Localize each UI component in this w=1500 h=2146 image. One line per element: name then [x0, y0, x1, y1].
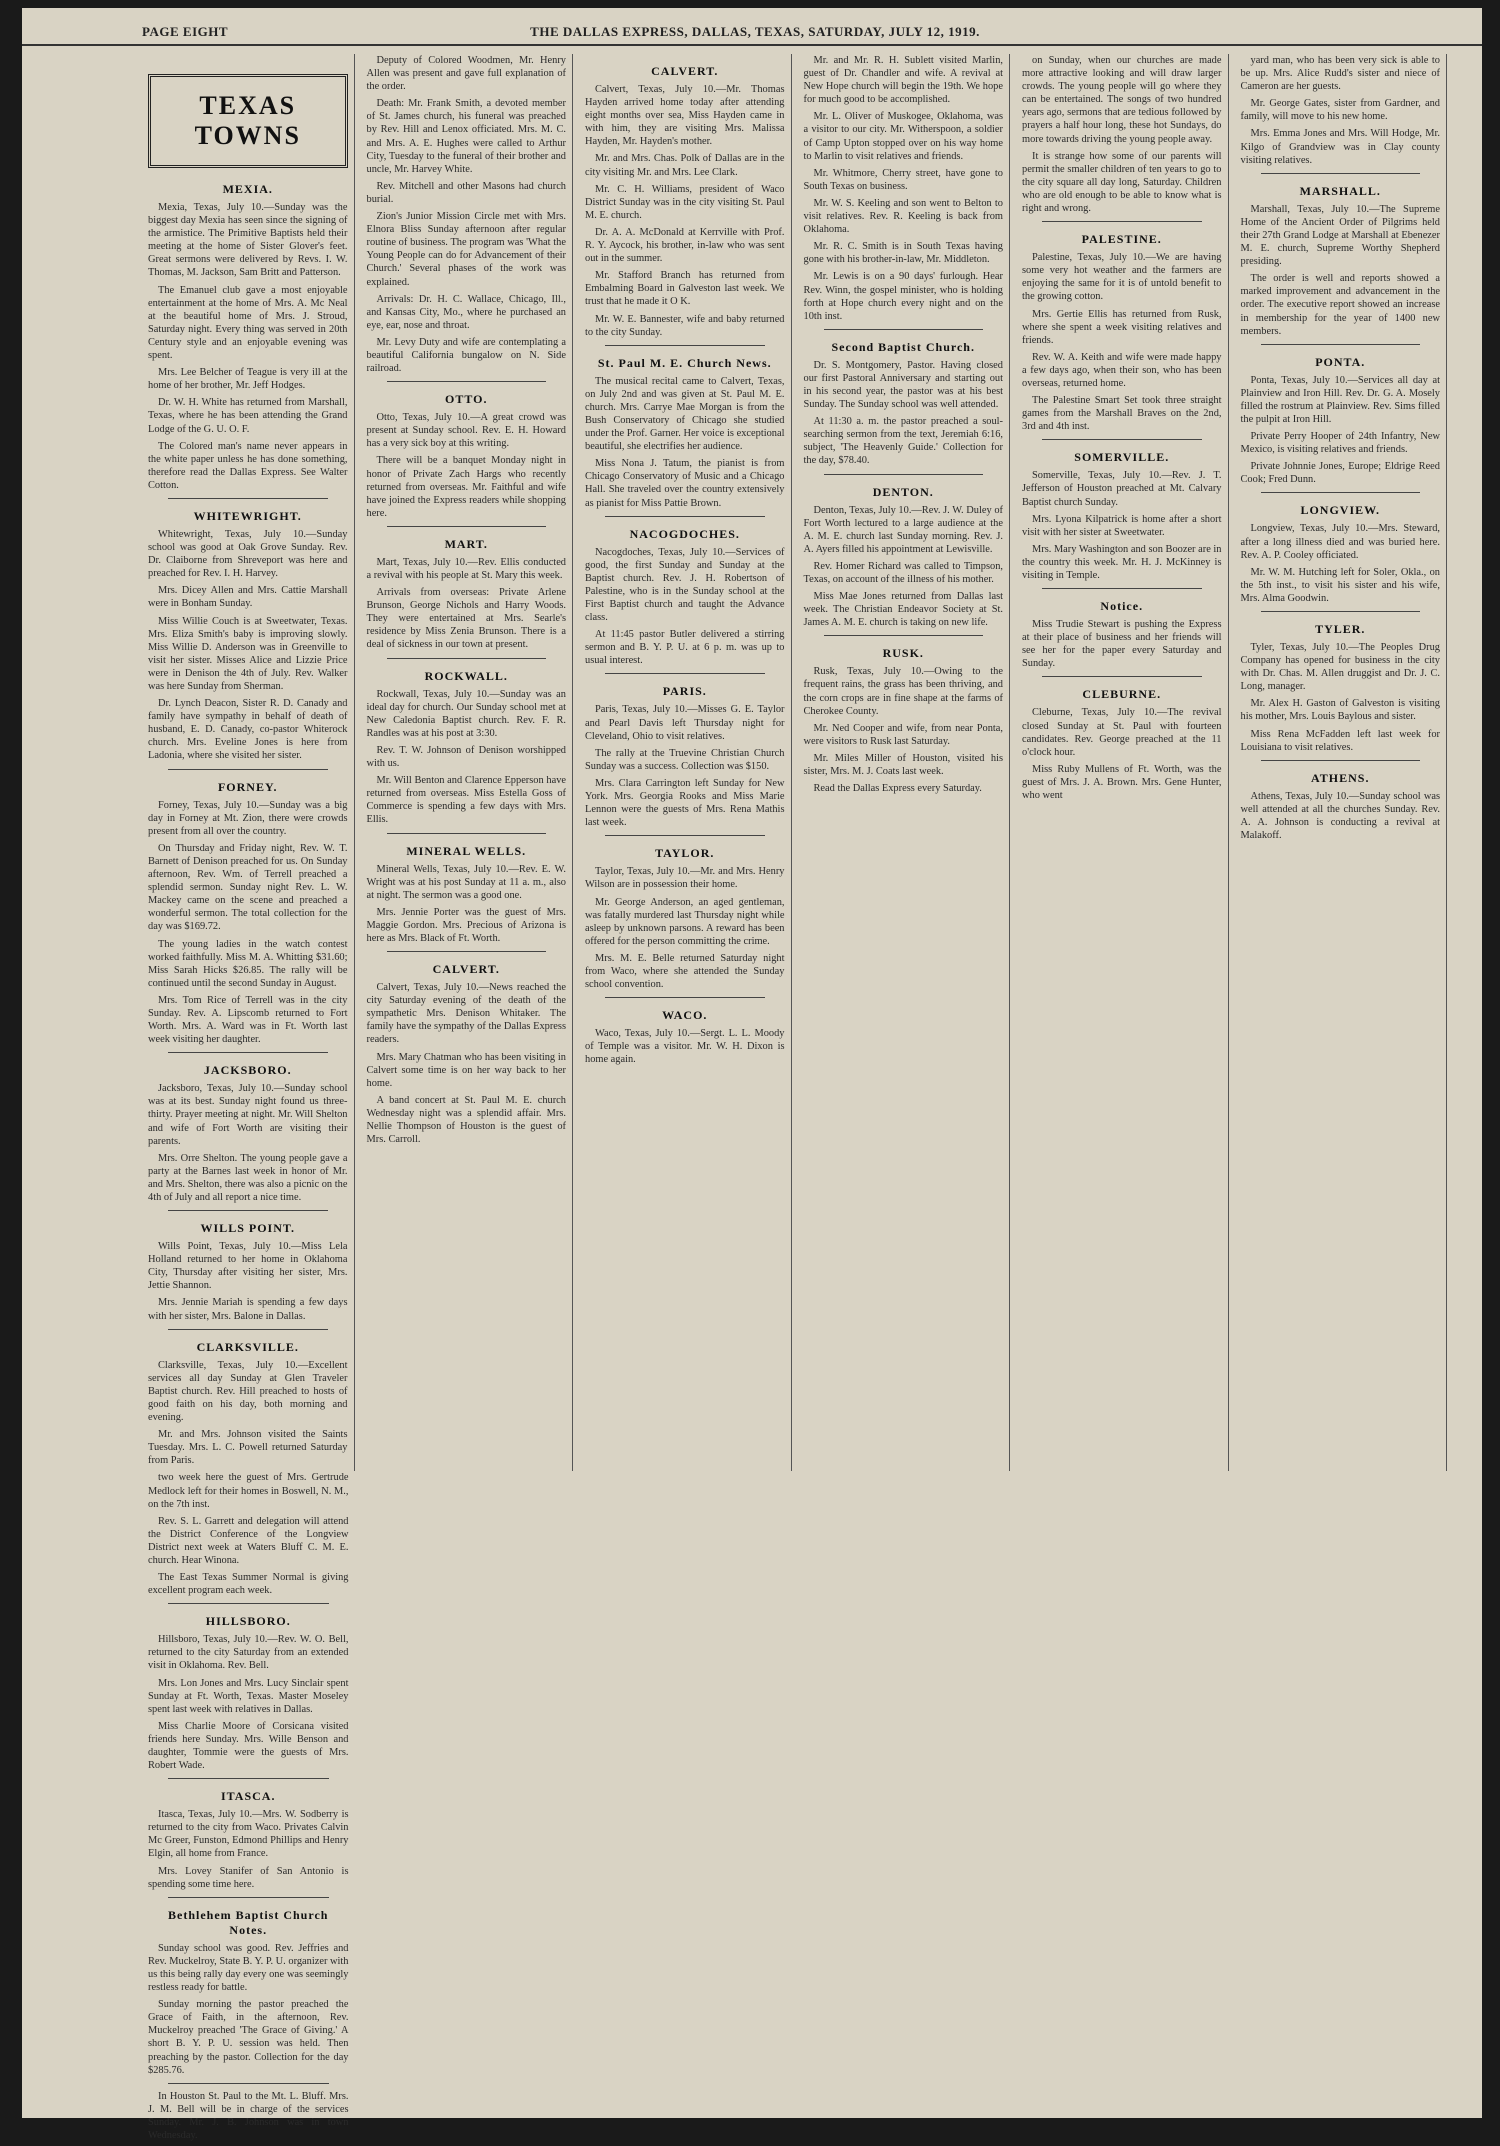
section-divider [824, 329, 984, 330]
article-paragraph: Mrs. Lovey Stanifer of San Antonio is spending some time here. [148, 1865, 349, 1890]
article-paragraph: Cleburne, Texas, July 10.—The revival closed Sunday at St. Paul with fourteen candidates. Rev. George preached at the 11 o'clock hour. [1022, 707, 1222, 758]
section-divider [168, 1052, 328, 1053]
article-paragraph: Rusk, Texas, July 10.—Owing to the frequent rains, the grass has been thriving, and the corn crops are in fine shape at the farms of Cherokee County. [803, 666, 1003, 717]
article-paragraph: Hillsboro, Texas, July 10.—Rev. W. O. Bell, returned to the city Saturday from an extended visit in Oklahoma. Rev. Bell. [148, 1634, 349, 1672]
article-paragraph: Mrs. Tom Rice of Terrell was in the city Sunday. Rev. A. Lipscomb returned to Fort Worth. Mrs. A. Ward was in Ft. Worth last week visiting her daughter. [148, 994, 348, 1046]
article-paragraph: Mr. and Mr. R. H. Sublett visited Marlin, guest of Dr. Chandler and wife. A revival at New Hope church will begin the 19th. We hope for much good to be accomplished. [803, 55, 1003, 106]
section-divider [605, 345, 765, 346]
article-paragraph: Mr. W. M. Hutching left for Soler, Okla., on the 5th inst., to visit his sister and his wife, Mrs. Alma Goodwin. [1240, 566, 1440, 604]
article-paragraph: Somerville, Texas, July 10.—Rev. J. T. Jefferson of Houston preached at Mt. Calvary Baptist church Sunday. [1022, 470, 1222, 508]
section-divider [1042, 439, 1202, 440]
article-paragraph: Mart, Texas, July 10.—Rev. Ellis conducted a revival with his people at St. Mary this week. [366, 556, 566, 581]
article-paragraph: Ponta, Texas, July 10.—Services all day at Plainview and Iron Hill. Rev. Dr. G. A. Mosely filled the rostrum at Plainview. Rev. Sims filled the pulpit at Iron Hill. [1240, 374, 1440, 425]
article-paragraph: Tyler, Texas, July 10.—The Peoples Drug Company has opened for business in the city with Dr. Chas. M. Allen druggist and Dr. J. C. Long, manager. [1240, 642, 1440, 693]
town-heading: ROCKWALL. [424, 668, 508, 683]
town-heading: ITASCA. [221, 1789, 276, 1804]
section-divider [168, 2083, 329, 2084]
section-divider [168, 1210, 328, 1211]
article-paragraph: Mrs. Orre Shelton. The young people gave a party at the Barnes last week in honor of Mr. and Mrs. Shelton, there was also a picnic on the 4th of July and all report a nice time. [148, 1152, 348, 1203]
article-paragraph: Wills Point, Texas, July 10.—Miss Lela Holland returned to her home in Oklahoma City, Thursday after visiting her sister, Mrs. Jettie Shannon. [148, 1241, 348, 1292]
town-heading: Second Baptist Church. [831, 339, 975, 354]
section-divider [605, 997, 765, 998]
section-divider [387, 381, 547, 382]
article-paragraph: Marshall, Texas, July 10.—The Supreme Home of the Ancient Order of Pilgrims held their 27th Grand Lodge at Marshall at Ebenezer M. E. church, Supreme Worthy Shepherd presiding. [1240, 203, 1440, 268]
town-heading: PARIS. [662, 684, 707, 699]
article-paragraph: Mr. and Mrs. Johnson visited the Saints Tuesday. Mrs. L. C. Powell returned Saturday from Paris. [148, 1429, 348, 1467]
article-paragraph: Mrs. Dicey Allen and Mrs. Cattie Marshall were in Bonham Sunday. [148, 585, 348, 610]
article-paragraph: yard man, who has been very sick is able to be up. Mrs. Alice Rudd's sister and niece of Cameron are her guests. [1240, 55, 1440, 93]
article-paragraph: Mr. R. C. Smith is in South Texas having gone with his brother-in-law, Mr. Middleton. [803, 241, 1003, 266]
section-divider [168, 1778, 329, 1779]
article-paragraph: Mr. George Gates, sister from Gardner, and family, will move to his new home. [1240, 98, 1440, 123]
section-divider [168, 498, 328, 499]
section-divider [1261, 611, 1421, 612]
section-divider [387, 526, 547, 527]
article-paragraph: Miss Mae Jones returned from Dallas last week. The Christian Endeavor Society at St. James A. M. E. church is taking on new life. [803, 591, 1003, 629]
article-paragraph: Mrs. Lyona Kilpatrick is home after a short visit with her sister at Sweetwater. [1022, 513, 1222, 538]
article-paragraph: Mr. Will Benton and Clarence Epperson have returned from overseas. Miss Estella Goss of Commerce is spending a few days with Mrs. Ellis. [366, 775, 566, 826]
article-paragraph: Mrs. Mary Chatman who has been visiting in Calvert some time is on her way back to her home. [366, 1051, 566, 1089]
section-divider [1042, 588, 1202, 589]
town-heading: DENTON. [872, 484, 934, 499]
section-divider [1042, 676, 1202, 677]
article-paragraph: Taylor, Texas, July 10.—Mr. and Mrs. Henry Wilson are in possession their home. [585, 866, 785, 891]
section-divider [168, 1897, 329, 1898]
article-paragraph: Mrs. Lee Belcher of Teague is very ill at the home of her brother, Mr. Jeff Hodges. [148, 367, 348, 392]
town-heading: LONGVIEW. [1300, 503, 1381, 518]
town-heading: Notice. [1100, 599, 1144, 614]
article-paragraph: Mrs. Mary Washington and son Boozer are in the country this week. Mr. H. J. McKinney is visiting in Temple. [1022, 543, 1222, 581]
article-paragraph: Mr. Levy Duty and wife are contemplating a beautiful California bungalow on N. Side railroad. [366, 336, 566, 375]
article-paragraph: Miss Rena McFadden left last week for Louisiana to visit relatives. [1240, 728, 1440, 753]
section-title-box: TEXAS TOWNS [148, 74, 348, 168]
article-paragraph: Clarksville, Texas, July 10.—Excellent services all day Sunday at Glen Traveler Baptist church. Rev. Hill preached to hosts of good faith on his day, both morning and evening. [148, 1359, 348, 1424]
article-paragraph: In Houston St. Paul to the Mt. L. Bluff. Mrs. J. M. Bell will be in charge of the services Sunday. Mr. J. B. Johnson was in town Wednesday. [148, 2090, 349, 2141]
article-paragraph: Mr. L. Oliver of Muskogee, Oklahoma, was a visitor to our city. Mr. Witherspoon, a soldier of Camp Upton stopped over on his way home to Marlin to visit relatives and friends. [803, 111, 1003, 162]
town-heading: SOMERVILLE. [1074, 450, 1170, 465]
column-3 [579, 54, 792, 1471]
article-paragraph: Miss Nona J. Tatum, the pianist is from Chicago Conservatory of Music and a Chicago Hall. She traveled over the country extensively as pianist for Miss Pattie Brown. [585, 458, 785, 509]
article-paragraph: Dr. A. A. McDonald at Kerrville with Prof. R. Y. Aycock, his brother, in-law who was sent out in the summer. [585, 226, 785, 265]
article-paragraph: Rockwall, Texas, July 10.—Sunday was an ideal day for church. Our Sunday school met at New Caledonia Baptist church. Rev. F. R. Randles was at his post at 3:30. [366, 688, 566, 739]
section-divider [168, 1603, 329, 1604]
section-divider [1042, 221, 1202, 222]
article-paragraph: Mineral Wells, Texas, July 10.—Rev. E. W. Wright was at his post Sunday at 11 a. m., also at night. The sermon was a good one. [366, 863, 566, 901]
article-paragraph: Mr. Alex H. Gaston of Galveston is visiting his mother, Mrs. Louis Baylous and sister. [1240, 698, 1440, 723]
column-7 [142, 1471, 355, 2146]
town-heading: TYLER. [1315, 622, 1366, 636]
section-divider [605, 673, 765, 674]
article-paragraph: Mrs. Gertie Ellis has returned from Rusk, where she spent a week visiting relatives and friends. [1022, 308, 1222, 346]
column-1 [142, 54, 355, 1471]
newspaper-page [22, 8, 1482, 2141]
article-paragraph: Rev. Mitchell and other Masons had church burial. [366, 180, 566, 205]
article-paragraph: Forney, Texas, July 10.—Sunday was a big day in Forney at Mt. Zion, there were crowds present from all over the country. [148, 799, 348, 837]
section-divider [1261, 760, 1421, 761]
town-heading: NACOGDOCHES. [629, 526, 740, 541]
article-paragraph: Arrivals from overseas: Private Arlene Brunson, George Nichols and Harry Woods. They were entertained at Mrs. Searle's residence by Miss Zenia Brunson. There is a deal of sickness in our town at present. [366, 587, 566, 651]
section-divider [1261, 173, 1421, 174]
article-paragraph: Mrs. Clara Carrington left Sunday for New York. Mrs. Georgia Rooks and Miss Marie Lennon were the guests of Mrs. Rena Mathis last week. [585, 777, 785, 829]
town-heading: MARSHALL. [1299, 183, 1381, 198]
article-paragraph: Mrs. Jennie Porter was the guest of Mrs. Maggie Gordon. Mrs. Precious of Arizona is here as Mrs. Black of Ft. Worth. [366, 906, 566, 944]
article-paragraph: Athens, Texas, July 10.—Sunday school was well attended at all the churches Sunday. Rev. A. A. Johnson is conducting a revival at Malakoff. [1240, 790, 1440, 842]
article-paragraph: On Thursday and Friday night, Rev. W. T. Barnett of Denison preached for us. On Sunday afternoon, Rev. Wm. of Terrell preached a splendid sermon. Sunday night Rev. L. W. Mackey came on the scene and preached a wonderful sermon. The total collection for the day was $169.72. [148, 842, 348, 933]
article-paragraph: Jacksboro, Texas, July 10.—Sunday school was at its best. Sunday night found us three-thirty. Prayer meeting at night. Mr. Will Shelton and wife of Fort Worth are visiting their parents. [148, 1083, 348, 1147]
masthead [22, 8, 1482, 46]
article-paragraph: Rev. S. L. Garrett and delegation will attend the District Conference of the Longview District next week at Waters Bluff C. M. E. church. Hear Winona. [148, 1515, 349, 1566]
article-paragraph: The East Texas Summer Normal is giving excellent program each week. [148, 1572, 349, 1597]
article-paragraph: Sunday school was good. Rev. Jeffries and Rev. Muckelroy, State B. Y. P. U. organizer with us this being rally day every one was seemingly restless ready for battle. [148, 1942, 349, 1994]
article-paragraph: Rev. W. A. Keith and wife were made happy a few days ago, when their son, who has been overseas, returned home. [1022, 351, 1222, 389]
town-heading: CLEBURNE. [1082, 687, 1162, 702]
section-divider [1261, 344, 1421, 345]
article-paragraph: Longview, Texas, July 10.—Mrs. Steward, after a long illness died and was buried here. Rev. A. P. Cooley officiated. [1240, 523, 1440, 561]
article-paragraph: Nacogdoches, Texas, July 10.—Services of good, the first Sunday and Sunday at the Baptist church. Rev. J. H. Robertson of Palestine, who is in the Sunday school at the First Baptist church and taught the Advance class. [585, 546, 785, 624]
article-paragraph: Mr. C. H. Williams, president of Waco District Sunday was in the city visiting St. Paul M. E. church. [585, 183, 785, 221]
section-divider [168, 1329, 328, 1330]
town-heading: MART. [444, 536, 488, 551]
town-heading: JACKSBORO. [203, 1063, 292, 1078]
town-heading: OTTO. [445, 392, 488, 407]
town-heading: MEXIA. [222, 182, 273, 196]
article-paragraph: Mr. and Mrs. Chas. Polk of Dallas are in the city visiting Mr. and Mrs. Lee Clark. [585, 153, 785, 178]
town-heading: CALVERT. [432, 962, 500, 977]
article-paragraph: Calvert, Texas, July 10.—News reached the city Saturday evening of the death of the sympathetic Mrs. Denison Whitaker. The family have the sympathy of the Dallas Express readers. [366, 982, 566, 1046]
town-heading: St. Paul M. E. Church News. [597, 355, 772, 370]
article-paragraph: Mrs. Emma Jones and Mrs. Will Hodge, Mr. Kilgo of Grandview was in Clay county visiting relatives. [1240, 128, 1440, 166]
town-heading: WHITEWRIGHT. [193, 508, 302, 523]
article-paragraph: on Sunday, when our churches are made more attractive looking and will draw larger crowds. The young people will go where they can be entertained. The songs of two hundred years ago, sermons that are tedious followed by prayers a half hour long, these hot Sundays, do more towards driving the young people away. [1022, 55, 1222, 145]
section-divider [605, 835, 765, 836]
article-paragraph: Miss Willie Couch is at Sweetwater, Texas. Mrs. Eliza Smith's baby is improving slowly. Miss Willie D. Anderson was in Greenville to visit her sister. Misses Alice and Lizzie Price were in Denison the 4th of July. Rev. Walker was here Sunday from Sherman. [148, 615, 348, 692]
article-paragraph: Mr. Miles Miller of Houston, visited his sister, Mrs. M. J. Coats last week. [803, 752, 1003, 778]
page-label: PAGE EIGHT [142, 24, 229, 39]
section-divider [824, 474, 984, 475]
town-heading: HILLSBORO. [205, 1614, 291, 1629]
section-divider [387, 951, 547, 952]
town-heading: PONTA. [1315, 354, 1366, 369]
article-paragraph: Arrivals: Dr. H. C. Wallace, Chicago, Ill., and Kansas City, Mo., where he purchased an eye, ear, nose and throat. [366, 293, 566, 331]
town-heading: TAYLOR. [655, 846, 715, 861]
article-paragraph: Otto, Texas, July 10.—A great crowd was present at Sunday school. Rev. E. H. Howard has a very sick boy at this writing. [366, 412, 566, 450]
town-heading: RUSK. [882, 646, 924, 661]
article-paragraph: two week here the guest of Mrs. Gertrude Medlock left for their homes in Boswell, N. M., on the 7th inst. [148, 1472, 349, 1510]
article-paragraph: At 11:45 pastor Butler delivered a stirring sermon and B. Y. P. U. at 6 p. m. was up to usual interest. [585, 629, 785, 667]
town-heading: PALESTINE. [1081, 232, 1162, 247]
article-paragraph: Mr. W. E. Bannester, wife and baby returned to the city Sunday. [585, 313, 785, 338]
section-divider [387, 658, 547, 659]
town-heading: CALVERT. [651, 64, 719, 78]
article-paragraph: Private Perry Hooper of 24th Infantry, New Mexico, is visiting relatives and friends. [1240, 431, 1440, 456]
article-paragraph: Miss Charlie Moore of Corsicana visited friends here Sunday. Mrs. Wille Benson and daughter, Tommie were the guests of Mrs. Robert Wade. [148, 1720, 349, 1772]
article-paragraph: Mr. Stafford Branch has returned from Embalming Board in Galveston last week. We trust that he made it O K. [585, 270, 785, 308]
town-heading: MINERAL WELLS. [406, 843, 527, 858]
article-paragraph: Zion's Junior Mission Circle met with Mrs. Elnora Bliss Sunday afternoon after regular routine of business. The program was 'What the Young People can do for Advancement of their Church.' Several phases of the work was explained. [366, 211, 566, 288]
article-paragraph: The Emanuel club gave a most enjoyable entertainment at the home of Mrs. A. Mc Neal at the beautiful home of Mrs. J. Stroud, Saturday night. Every thing was served in 20th Century style and an enjoyable evening was spent. [148, 284, 348, 362]
article-paragraph: Mr. George Anderson, an aged gentleman, was fatally murdered last Thursday night while asleep by unknown parsons. A reward has been offered for the person committing the crime. [585, 896, 785, 947]
article-paragraph: Mrs. M. E. Belle returned Saturday night from Waco, where she attended the Sunday school convention. [585, 952, 785, 991]
article-paragraph: Dr. Lynch Deacon, Sister R. D. Canady and family have sympathy in behalf of death of husband, E. D. Canady, co-pastor Whiterock church. Mrs. Eveline Jones is here from Ladonia, where she visited her sister. [148, 698, 348, 762]
columns-container [142, 54, 1447, 2141]
article-paragraph: Dr. W. H. White has returned from Marshall, Texas, where he has been attending the Grand Lodge of the G. U. O. F. [148, 397, 348, 435]
article-paragraph: Palestine, Texas, July 10.—We are having some very hot weather and the farmers are enjoying the same for it is of untold benefit to the growing cotton. [1022, 252, 1222, 303]
article-paragraph: There will be a banquet Monday night in honor of Private Zach Hargs who recently returned from overseas. Mr. Faithful and wife have joined the Express readers while shopping here. [366, 455, 566, 519]
town-heading: CLARKSVILLE. [196, 1339, 299, 1354]
article-paragraph: Itasca, Texas, July 10.—Mrs. W. Sodberry is returned to the city from Waco. Privates Calvin Mc Greer, Funston, Edmond Phillips and Henry Elgin, all home from France. [148, 1809, 349, 1860]
article-paragraph: Miss Trudie Stewart is pushing the Express at their place of business and her friends will see her for the paper every Saturday and Sunday. [1022, 619, 1222, 670]
article-paragraph: The Palestine Smart Set took three straight games from the Marshall Braves on the 2nd, 3rd and 4th inst. [1022, 395, 1222, 433]
article-paragraph: The order is well and reports showed a marked improvement and advancement in the order. The executive report showed an increase in membership for the year of 1400 new members. [1240, 273, 1440, 337]
article-paragraph: The musical recital came to Calvert, Texas, on July 2nd and was given at St. Paul M. E. church. Mrs. Carrye Mae Morgan is from the Bush Conservatory of Chicago she studied under the Prof. Garner. Her voice is exceptional beautiful, she electrifies her audience. [585, 375, 785, 453]
section-divider [824, 635, 984, 636]
article-paragraph: Paris, Texas, July 10.—Misses G. E. Taylor and Pearl Davis left Thursday night for Cleveland, Ohio to visit relatives. [585, 704, 785, 742]
article-paragraph: Mr. Ned Cooper and wife, from near Ponta, were visitors to Rusk last Saturday. [803, 722, 1003, 747]
paper-line: THE DALLAS EXPRESS, DALLAS, TEXAS, SATURDAY, JULY 12, 1919. [530, 24, 980, 39]
town-heading: WACO. [662, 1008, 708, 1023]
column-2 [361, 54, 574, 1471]
town-heading: FORNEY. [217, 779, 278, 794]
article-paragraph: A band concert at St. Paul M. E. church Wednesday night was a splendid affair. Mrs. Nellie Thompson of Houston is the guest of Mrs. Carroll. [366, 1094, 566, 1146]
article-paragraph: Mr. W. S. Keeling and son went to Belton to visit relatives. Rev. R. Keeling is back from Oklahoma. [803, 197, 1003, 236]
article-paragraph: The Colored man's name never appears in the white paper unless he has done something, therefore read the Dallas Express. See Walter Cotton. [148, 440, 348, 491]
article-paragraph: At 11:30 a. m. the pastor preached a soul-searching sermon from the text, Jeremiah 6:16, subject, 'The Heavenly Guide.' Collection for the day, $78.40. [803, 416, 1003, 467]
article-paragraph: Mrs. Jennie Mariah is spending a few days with her sister, Mrs. Balone in Dallas. [148, 1297, 348, 1322]
article-paragraph: It is strange how some of our parents will permit the smaller children of ten years to go to the city square all day long, Saturday. Children who are old enough to be able to know what is right and wrong. [1022, 150, 1222, 215]
column-6 [1235, 54, 1448, 1471]
column-4 [798, 54, 1011, 1471]
article-paragraph: Mr. Whitmore, Cherry street, have gone to South Texas on business. [803, 167, 1003, 192]
town-heading: WILLS POINT. [200, 1221, 295, 1236]
article-paragraph: Miss Ruby Mullens of Ft. Worth, was the guest of Mrs. J. A. Brown. Mrs. Gene Hunter, who went [1022, 763, 1222, 802]
article-paragraph: The rally at the Truevine Christian Church Sunday was a success. Collection was $150. [585, 747, 785, 772]
article-paragraph: Mrs. Lon Jones and Mrs. Lucy Sinclair spent Sunday at Ft. Worth, Texas. Master Moseley spent last week with relatives in Dallas. [148, 1677, 349, 1715]
section-divider [605, 516, 765, 517]
article-paragraph: Dr. S. Montgomery, Pastor. Having closed our first Pastoral Anniversary and starting out in his second year, the pastor was at his best Sunday. The Sunday school was well attended. [803, 359, 1003, 411]
article-paragraph: Mr. Lewis is on a 90 days' furlough. Hear Rev. Winn, the gospel minister, who is holding forth at Hope church every night and on the 10th inst. [803, 271, 1003, 322]
article-paragraph: Private Johnnie Jones, Europe; Eldrige Reed Cook; Fred Dunn. [1240, 461, 1440, 486]
article-paragraph: Denton, Texas, July 10.—Rev. J. W. Duley of Fort Worth lectured to a large audience at the A. M. E. church last Sunday morning. Rev. J. A. Ayers filled his appointment at Lewisville. [803, 504, 1003, 555]
article-paragraph: Death: Mr. Frank Smith, a devoted member of St. James church, his funeral was preached by Rev. Hill and Lenox officiated. Mrs. M. C. and Mrs. A. E. Hughes were called to Arthur City, Tuesday to the funeral of their brother and uncle, Mr. Harvey White. [366, 98, 566, 175]
column-5 [1016, 54, 1229, 1471]
section-divider [1261, 492, 1421, 493]
article-paragraph: Read the Dallas Express every Saturday. [813, 783, 982, 795]
town-heading: Bethlehem Baptist Church Notes. [168, 1907, 329, 1937]
section-divider [387, 833, 547, 834]
article-paragraph: Rev. T. W. Johnson of Denison worshipped with us. [366, 744, 566, 770]
article-paragraph: Deputy of Colored Woodmen, Mr. Henry Allen was present and gave full explanation of the order. [366, 55, 566, 93]
article-paragraph: Whitewright, Texas, July 10.—Sunday school was good at Oak Grove Sunday. Rev. Dr. Claiborne from Shreveport was here and preached for Rev. I. H. Harvey. [148, 528, 348, 580]
town-heading: ATHENS. [1311, 770, 1370, 785]
article-paragraph: Sunday morning the pastor preached the Grace of Faith, in the afternoon, Rev. Muckelroy preached 'The Grace of Giving.' A short B. Y. P. U. session was held. Then preaching by the pastor. Collection for the day $285.76. [148, 1999, 349, 2076]
section-divider [168, 769, 328, 770]
article-paragraph: Mexia, Texas, July 10.—Sunday was the biggest day Mexia has seen since the signing of the armistice. The Primitive Baptists held their meeting at the home of Sister Glover's feet. Great sermons were delivered by Revs. I. W. Thomas, M. Jackson, Sam Britt and Patterson. [148, 202, 348, 279]
article-paragraph: Rev. Homer Richard was called to Timpson, Texas, on account of the illness of his mother. [803, 560, 1003, 585]
article-paragraph: Calvert, Texas, July 10.—Mr. Thomas Hayden arrived home today after attending eight months over sea, Miss Hayden came in with him, they are visiting Mrs. Malissa Hayden, Mr. Hayden's mother. [585, 84, 785, 148]
article-paragraph: The young ladies in the watch contest worked faithfully. Miss M. A. Whitting $31.60; Miss Sarah Hicks $26.85. The rally will be continued until the second Sunday in August. [148, 938, 348, 989]
article-paragraph: Waco, Texas, July 10.—Sergt. L. L. Moody of Temple was a visitor. Mr. W. H. Dixon is home again. [585, 1028, 785, 1066]
